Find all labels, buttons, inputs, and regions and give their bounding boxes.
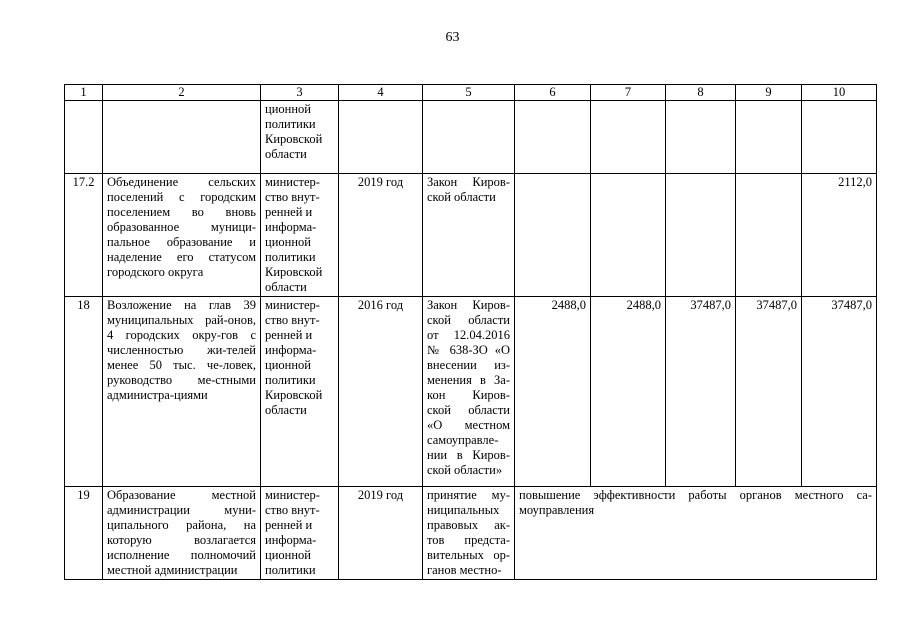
legal-act-cell: Закон Киров-ской области от 12.04.2016 № 638-ЗО «О внесении из-менения в За-кон Киров-ской области «О местном самоуправле-нии в Киров-ской области»	[423, 297, 515, 486]
column-number: 5	[423, 85, 515, 101]
value-cell	[666, 101, 736, 174]
column-number: 4	[339, 85, 423, 101]
value-cell	[802, 101, 877, 174]
value-cell: 37487,0	[802, 297, 877, 486]
term-cell: 2019 год	[339, 486, 423, 579]
column-number: 6	[515, 85, 591, 101]
table-row	[65, 486, 877, 579]
term-cell: 2019 год	[339, 174, 423, 297]
responsible-cell	[261, 174, 339, 297]
value-cell	[591, 174, 666, 297]
responsible-cell	[261, 101, 339, 174]
measure-cell: Объединение сельских поселений с городским поселением во вновь образованное муници-пальное образование и наделение его статусом городского округа	[103, 174, 261, 297]
expected-result-cell: повышение эффективности работы органов местного са-моуправления	[515, 486, 877, 579]
term-cell: 2016 год	[339, 297, 423, 486]
legal-act-cell: принятие му-ниципальных правовых ак-тов предста-вительных ор-ганов местно-	[423, 486, 515, 579]
value-cell	[515, 174, 591, 297]
row-number: 19	[65, 486, 103, 579]
value-cell: 2488,0	[515, 297, 591, 486]
page-number: 63	[445, 30, 460, 45]
row-number: 18	[65, 297, 103, 486]
column-number: 1	[65, 85, 103, 101]
value-cell	[736, 101, 802, 174]
responsible-text: министер- ство внут- ренней и информа- ционной политики Кировской области	[265, 298, 323, 418]
value-cell: 2488,0	[591, 297, 666, 486]
term-cell	[339, 101, 423, 174]
table-row	[65, 174, 877, 297]
value-cell	[736, 174, 802, 297]
row-number: 17.2	[65, 174, 103, 297]
measure-cell: Возложение на глав 39 муниципальных рай-онов, 4 городских окру-гов с численностью жи-телей менее 50 тыс. че-ловек, руководство ме-стными администра-циями	[103, 297, 261, 486]
value-cell	[515, 101, 591, 174]
legal-act-cell: Закон Киров-ской области	[423, 174, 515, 297]
table-row	[65, 297, 877, 486]
value-cell	[666, 174, 736, 297]
column-number: 8	[666, 85, 736, 101]
column-number: 7	[591, 85, 666, 101]
column-number-row	[65, 85, 877, 101]
responsible-cell	[261, 486, 339, 579]
measure-cell: Образование местной администрации муни-ципального района, на которую возлагается исполнение полномочий местной администрации	[103, 486, 261, 579]
responsible-text: министер- ство внут- ренней и информа- ционной политики Кировской области	[265, 175, 323, 295]
row-number	[65, 101, 103, 174]
column-number: 2	[103, 85, 261, 101]
responsible-cell	[261, 297, 339, 486]
value-cell: 2112,0	[802, 174, 877, 297]
value-cell: 37487,0	[736, 297, 802, 486]
column-number: 10	[802, 85, 877, 101]
column-number: 3	[261, 85, 339, 101]
table-row	[65, 101, 877, 174]
column-number: 9	[736, 85, 802, 101]
responsible-text: министер- ство внут- ренней и информа- ционной политики	[265, 487, 320, 577]
value-cell: 37487,0	[666, 297, 736, 486]
legal-act-cell	[423, 101, 515, 174]
measures-table	[64, 84, 877, 580]
value-cell	[591, 101, 666, 174]
responsible-text: ционной политики Кировской области	[265, 102, 323, 162]
measure-cell	[103, 101, 261, 174]
